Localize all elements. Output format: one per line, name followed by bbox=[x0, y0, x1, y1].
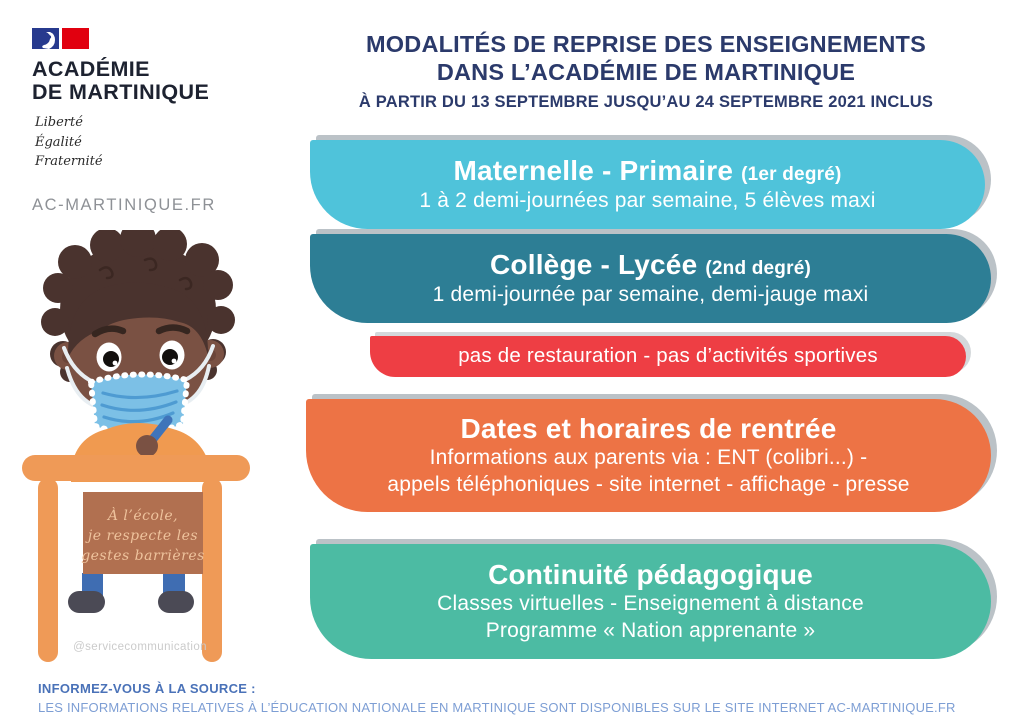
academy-website-text: AC-MARTINIQUE.FR bbox=[32, 195, 216, 214]
desk-top bbox=[22, 455, 250, 481]
page-title-line1: MODALITÉS DE REPRISE DES ENSEIGNEMENTS bbox=[366, 31, 926, 57]
banner-line: Informations aux parents via : ENT (colibri...) - bbox=[429, 446, 868, 470]
banner-restrictions bbox=[370, 336, 966, 377]
banner-college-lycee bbox=[310, 234, 991, 323]
student-illustration bbox=[15, 230, 305, 675]
banner-title-suffix: (1er degré) bbox=[741, 164, 842, 186]
motto-line: Fraternité bbox=[35, 154, 103, 170]
motto-line: Liberté bbox=[35, 115, 83, 131]
footer-note-title: INFORMEZ-VOUS À LA SOURCE : bbox=[38, 681, 256, 696]
academy-name-line2: DE MARTINIQUE bbox=[32, 80, 210, 105]
watermark-text: @servicecommunication bbox=[73, 641, 207, 653]
banner-line: pas de restauration - pas d’activités sportives bbox=[458, 344, 878, 368]
board-text-line: À l’école, bbox=[107, 508, 179, 524]
academy-logo-block bbox=[32, 28, 272, 215]
footer-source-note bbox=[38, 681, 956, 715]
banner-title: Continuité pédagogique bbox=[488, 558, 813, 590]
board-text-line: gestes barrières bbox=[81, 548, 205, 564]
republic-motto bbox=[35, 113, 272, 172]
shoe-icon bbox=[68, 591, 105, 613]
academy-name bbox=[32, 58, 272, 104]
flag-blue-panel bbox=[32, 28, 59, 49]
banner-line: appels téléphoniques - site internet - affichage - presse bbox=[387, 473, 910, 497]
footer-note-text: LES INFORMATIONS RELATIVES À L’ÉDUCATION NATIONALE EN MARTINIQUE SONT DISPONIBLES SUR LE SITE INTERNET AC-MARTINIQUE.FR bbox=[38, 700, 956, 715]
marianne-icon bbox=[32, 28, 59, 49]
flag-red-panel bbox=[62, 28, 89, 49]
academy-name-line1: ACADÉMIE bbox=[32, 57, 150, 81]
banner-line: 1 demi-journée par semaine, demi-jauge maxi bbox=[432, 282, 869, 306]
banner-title bbox=[490, 248, 811, 282]
banner-title-text: Maternelle - Primaire bbox=[453, 155, 734, 187]
page-subtitle: À PARTIR DU 13 SEPTEMBRE JUSQU’AU 24 SEPTEMBRE 2021 INCLUS bbox=[358, 93, 934, 112]
banner-line: Classes virtuelles - Enseignement à distance bbox=[437, 592, 864, 616]
boy-legs bbox=[68, 573, 194, 613]
board-text-line: je respecte les bbox=[87, 528, 199, 544]
french-republic-flag-icon bbox=[32, 28, 272, 49]
banner-title-text: Collège - Lycée bbox=[489, 249, 698, 281]
motto-line: Égalité bbox=[35, 134, 82, 150]
banner-title-suffix: (2nd degré) bbox=[705, 258, 811, 280]
banner-line: 1 à 2 demi-journées par semaine, 5 élèves maxi bbox=[419, 188, 876, 212]
banner-dates-horaires bbox=[306, 399, 991, 512]
banner-maternelle-primaire bbox=[310, 140, 985, 229]
banner-continuite-pedagogique bbox=[310, 544, 991, 659]
banner-line: Programme « Nation apprenante » bbox=[485, 619, 816, 643]
page-title-line2: DANS L’ACADÉMIE DE MARTINIQUE bbox=[436, 59, 856, 86]
banner-title: Dates et horaires de rentrée bbox=[460, 412, 837, 444]
boy-hand bbox=[136, 435, 158, 457]
shoe-icon bbox=[158, 591, 194, 613]
banner-title bbox=[453, 154, 841, 188]
poster-header bbox=[308, 30, 984, 112]
